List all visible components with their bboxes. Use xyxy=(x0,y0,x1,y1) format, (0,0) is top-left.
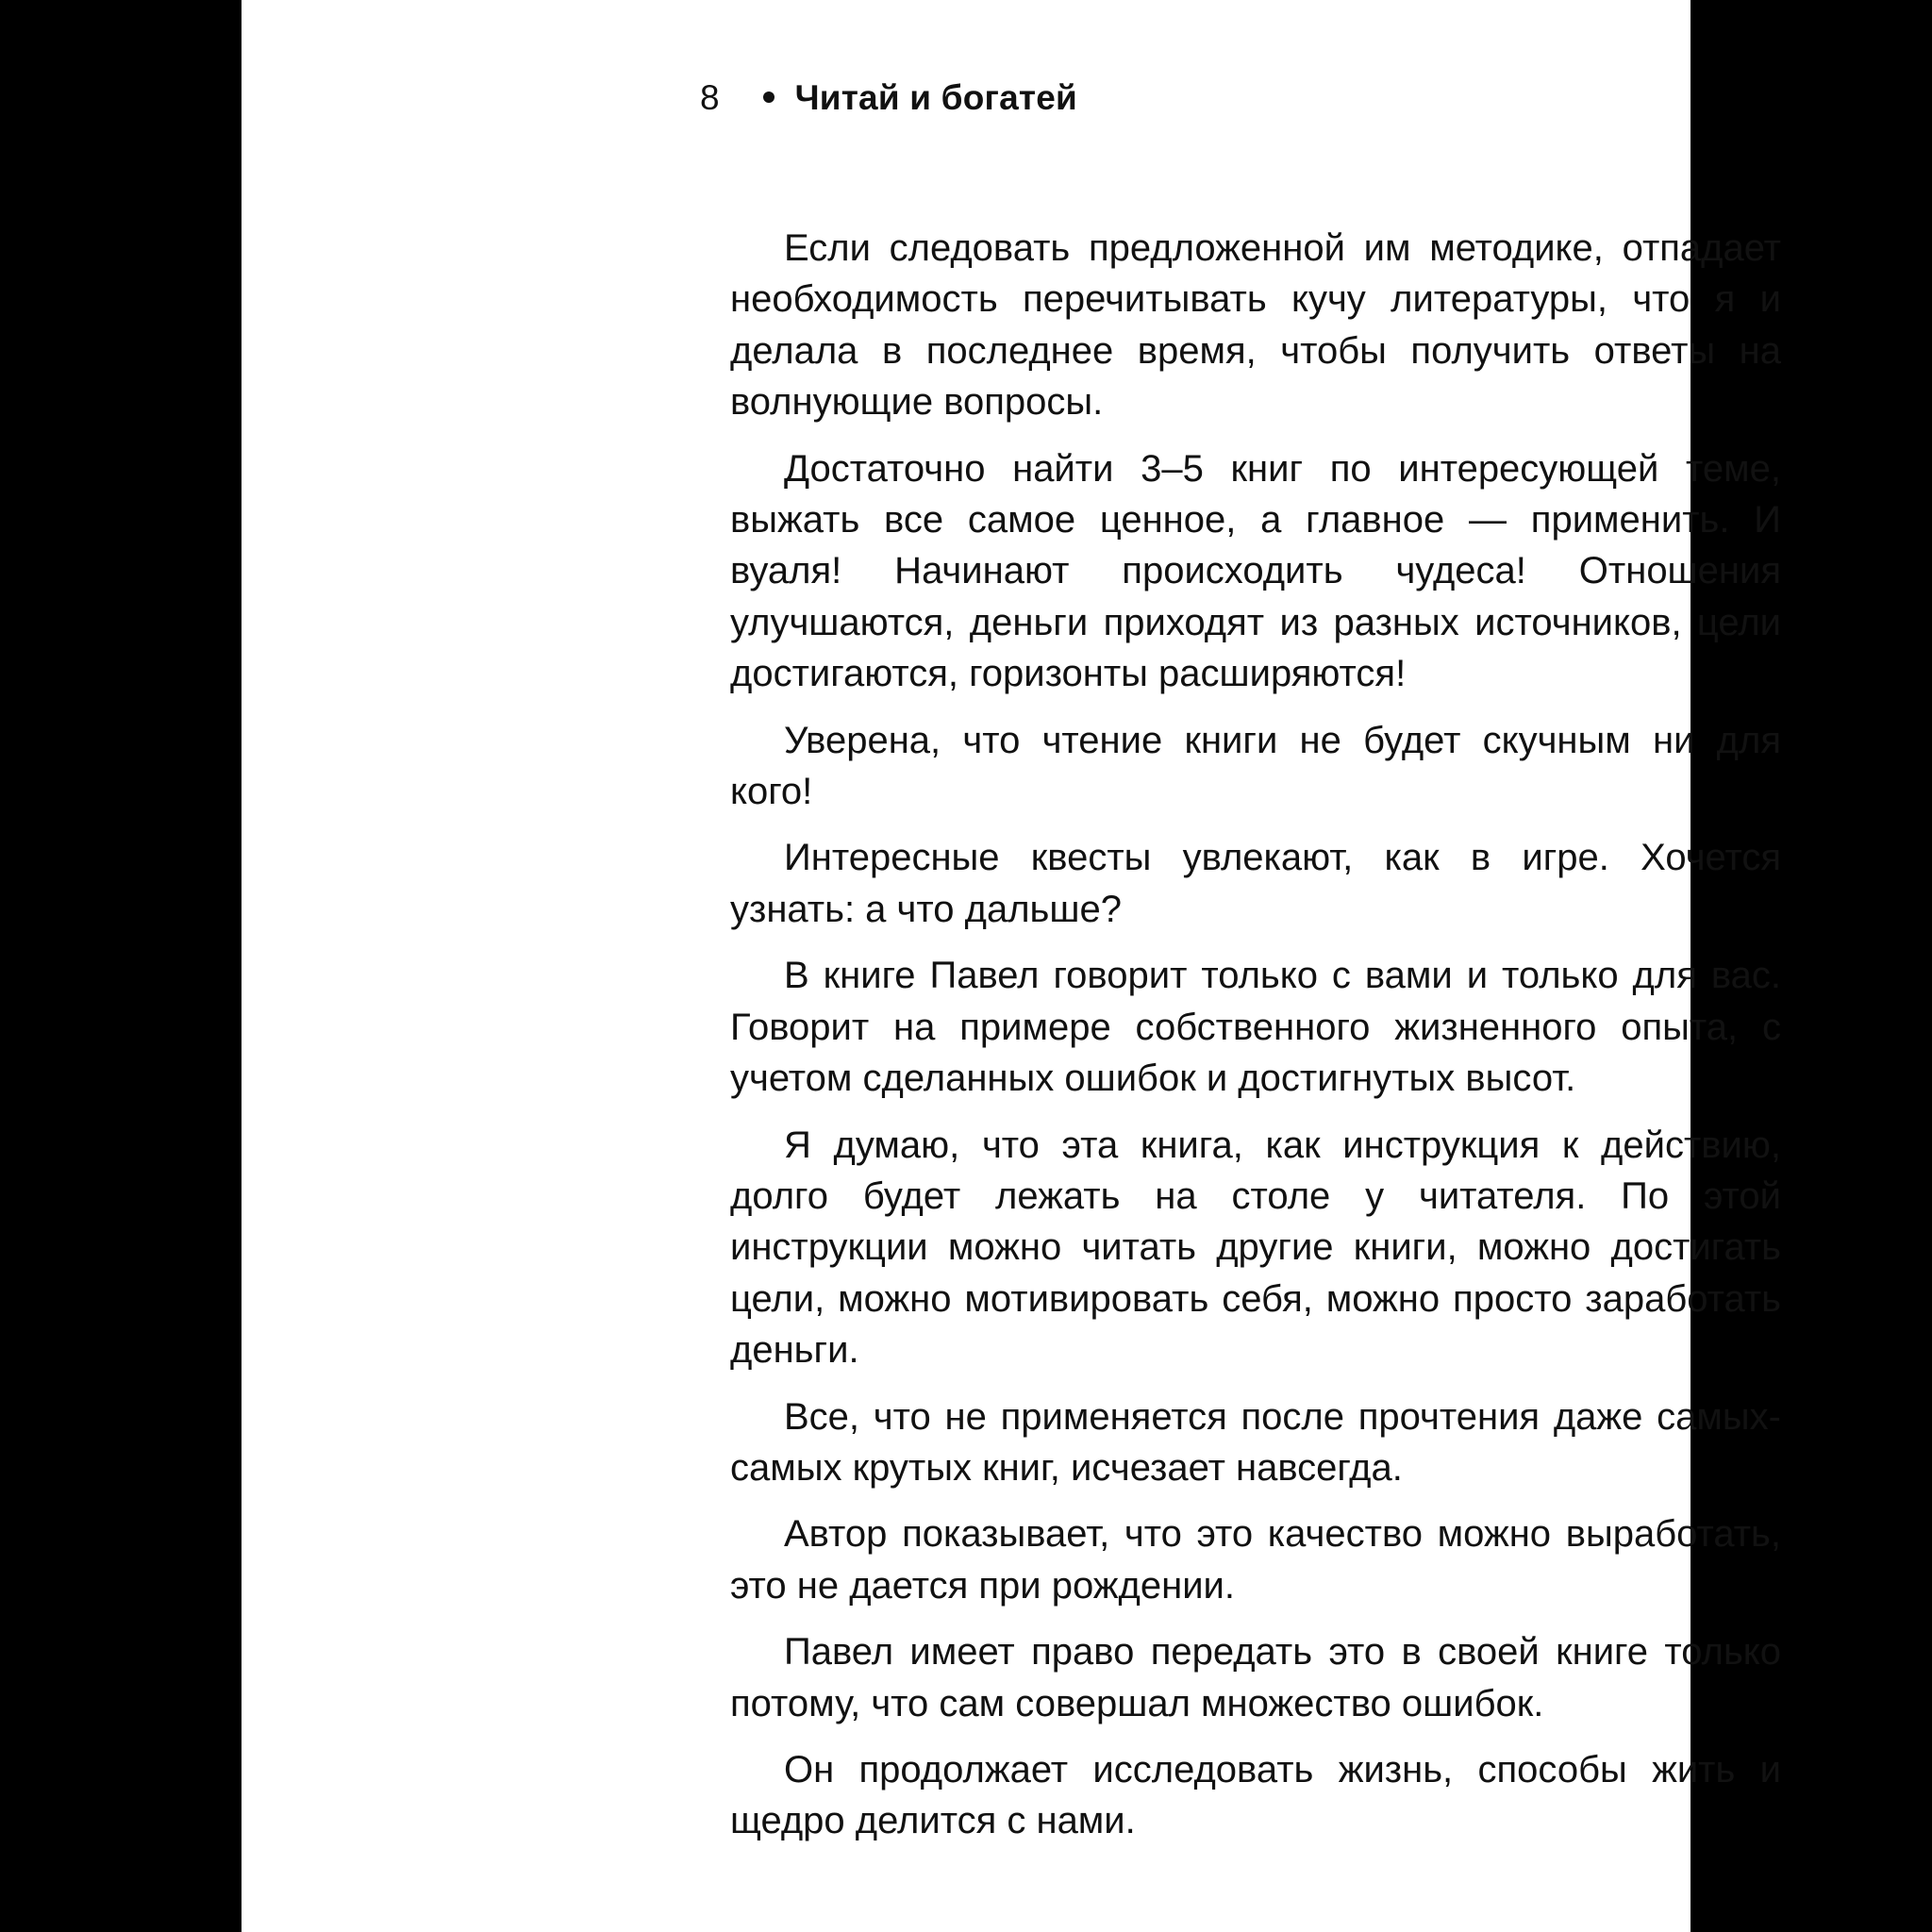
running-head xyxy=(700,74,1077,121)
header-bullet-icon xyxy=(763,92,774,103)
paragraph: В книге Павел говорит только с вами и только для вас. Говорит на примере собственного жизненного опыта, с учетом сделанных ошибок и достигнутых высот. xyxy=(730,955,1781,1100)
paragraph: Интересные квесты увлекают, как в игре. Хочется узнать: а что дальше? xyxy=(730,837,1781,930)
page-number: 8 xyxy=(700,77,720,117)
paragraph: Если следовать предложенной им методике, отпадает необходимость перечитывать кучу литературы, что я и делала в последнее время, чтобы получить ответы на волнующие вопросы. xyxy=(730,227,1781,424)
body-text xyxy=(730,223,1781,1847)
paragraph: Я думаю, что эта книга, как инструкция к действию, долго будет лежать на столе у читателя. По этой инструкции можно читать другие книги, можно достигать цели, можно мотивировать себя, можно просто заработать деньги. xyxy=(730,1124,1781,1372)
paragraph: Павел имеет право передать это в своей книге только потому, что сам совершал множество ошибок. xyxy=(730,1631,1781,1724)
paragraph: Все, что не применяется после прочтения даже самых-самых крутых книг, исчезает навсегда. xyxy=(730,1395,1781,1489)
book-page xyxy=(242,0,1781,1932)
paragraph: Уверена, что чтение книги не будет скучным ни для кого! xyxy=(730,719,1781,813)
paragraph: Достаточно найти 3–5 книг по интересующей теме, выжать все самое ценное, а главное — применить. И вуаля! Начинают происходить чудеса! Отношения улучшаются, деньги приходят из разных источников, цели достигаются, горизонты расширяются! xyxy=(730,447,1781,695)
paragraph: Автор показывает, что это качество можно выработать, это не дается при рождении. xyxy=(730,1513,1781,1607)
book-title: Читай и богатей xyxy=(794,77,1077,117)
paragraph: Он продолжает исследовать жизнь, способы жить и щедро делится с нами. xyxy=(730,1748,1781,1842)
